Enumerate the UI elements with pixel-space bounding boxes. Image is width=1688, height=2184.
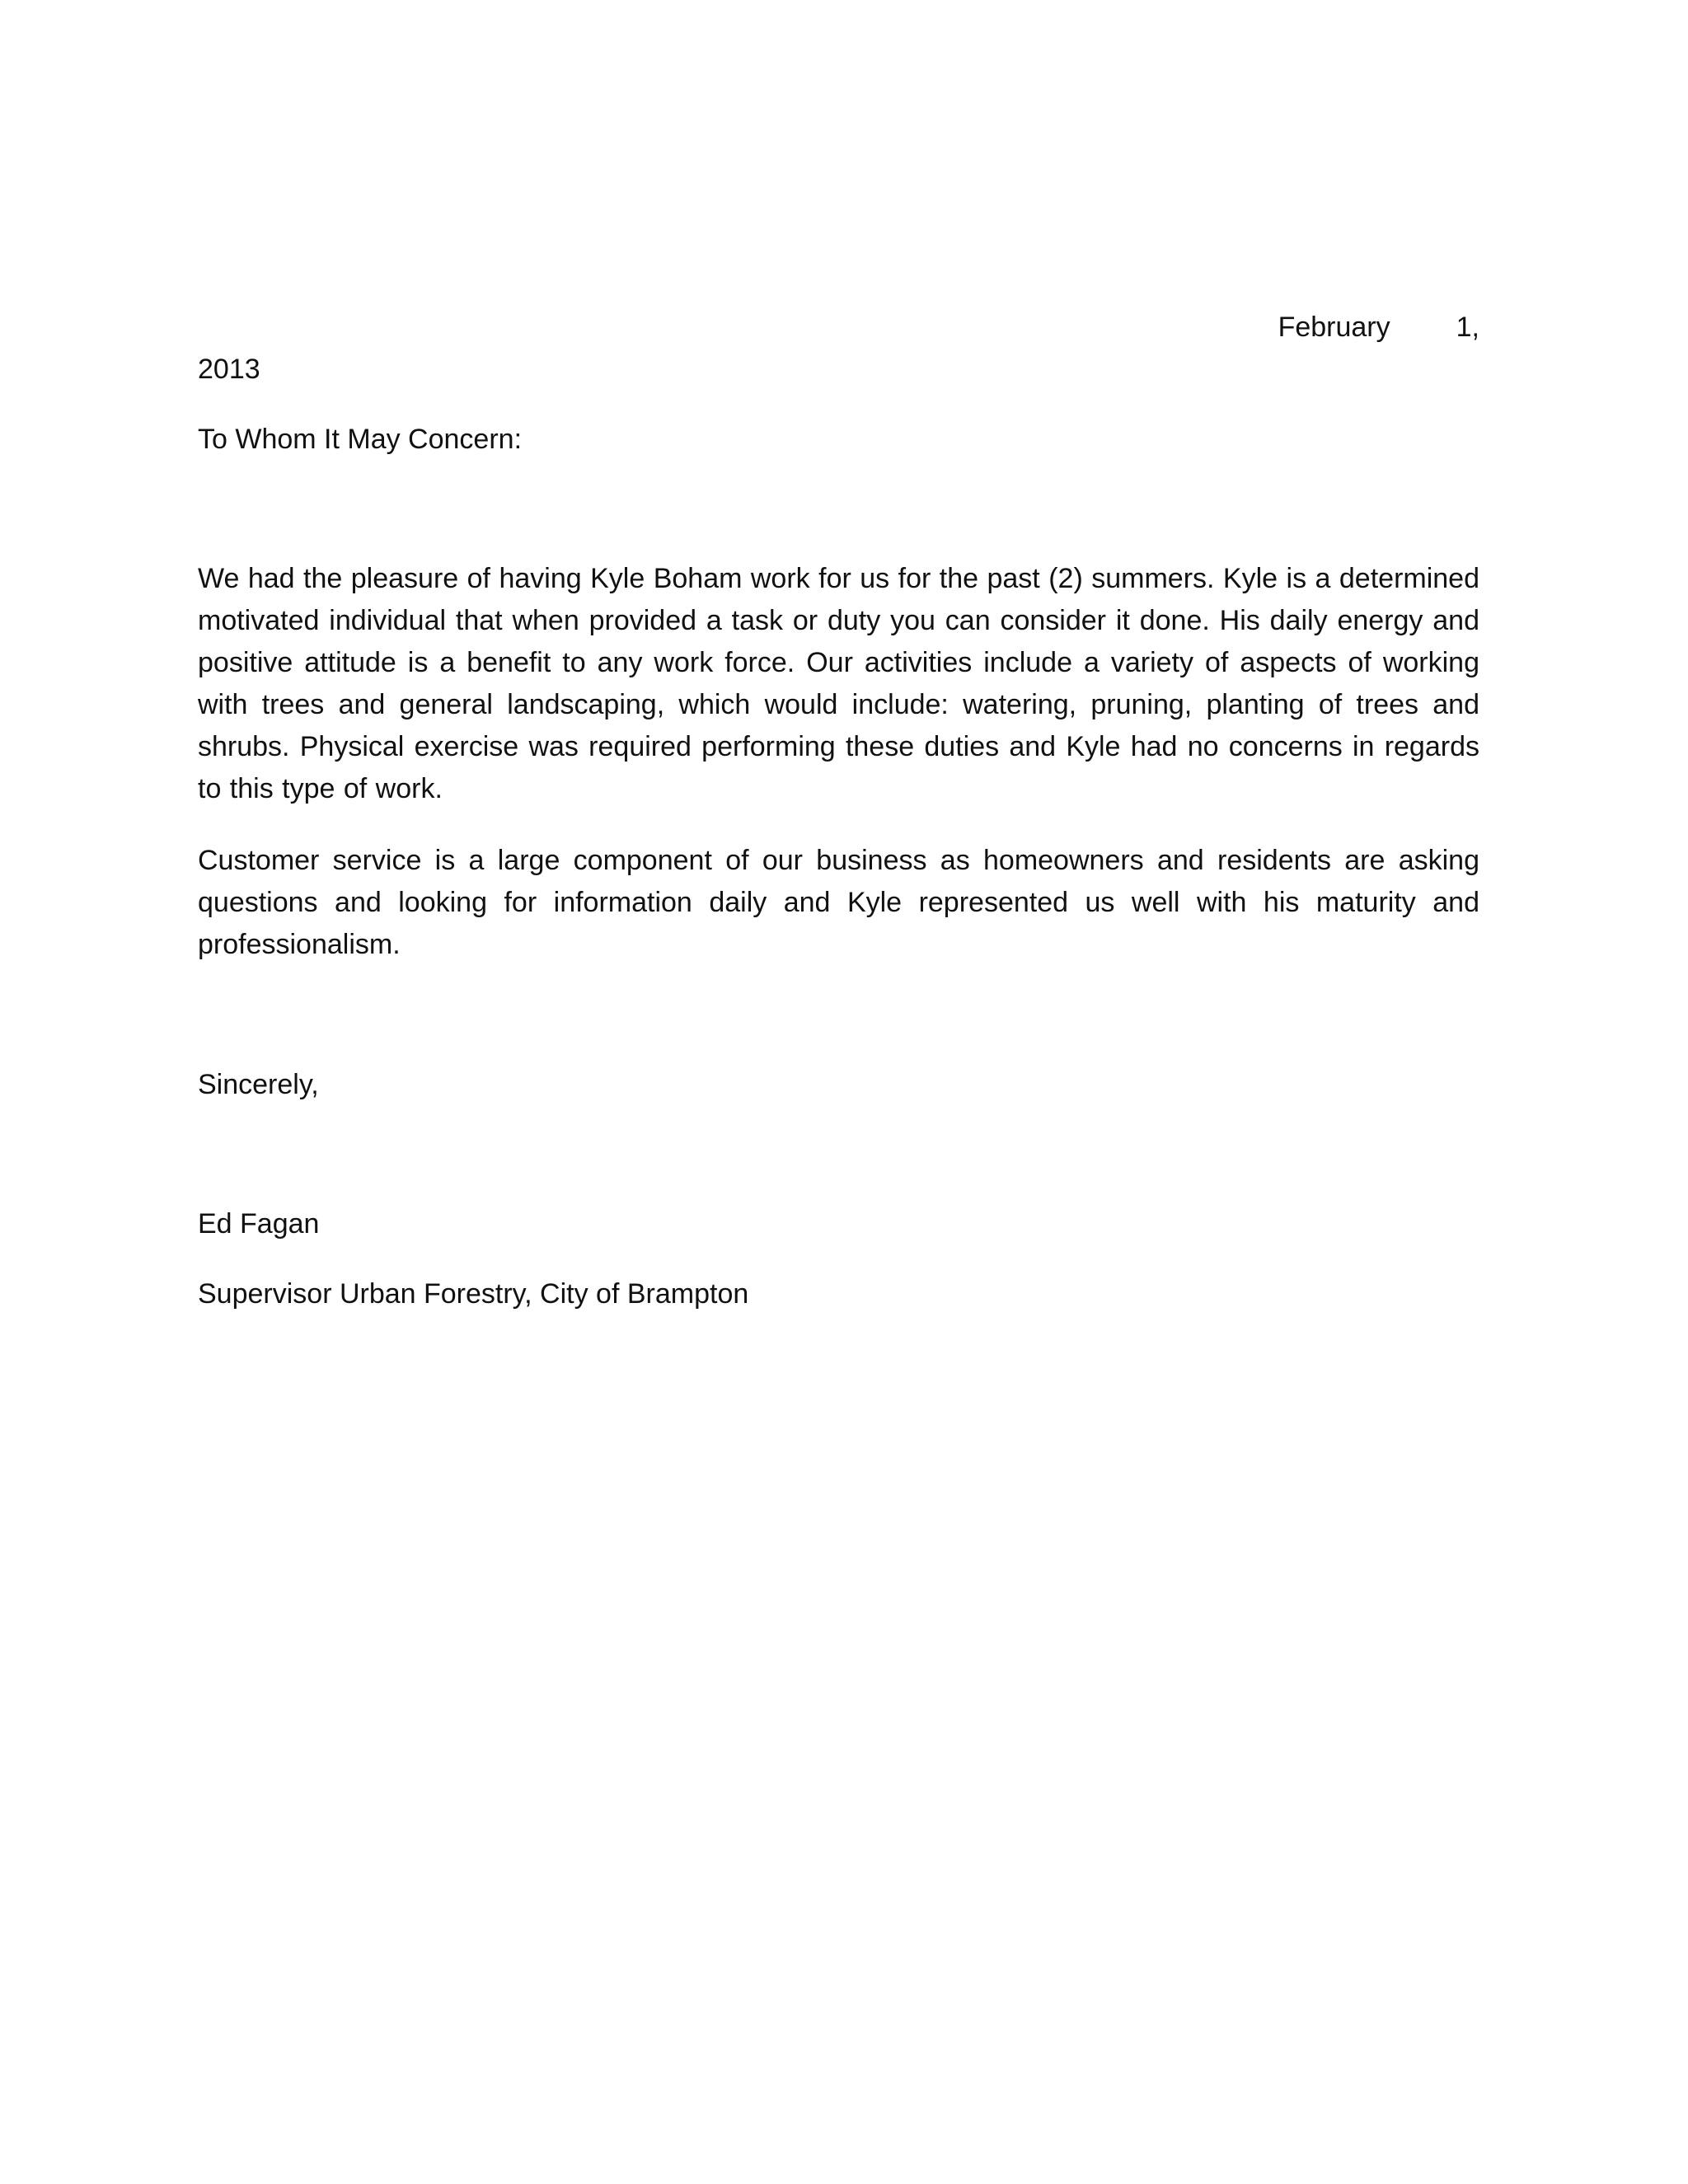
closing: Sincerely, (198, 1069, 319, 1100)
date-day: 1, (1456, 312, 1479, 343)
date-month: February (1278, 312, 1390, 343)
signature-name: Ed Fagan (198, 1208, 320, 1240)
body-paragraph-1: We had the pleasure of having Kyle Boham work for us for the past (2) summers. Kyle is a determined motivated individual that when provided a task or duty you can consider it done. His daily energy and positive attitude is a benefit to any work force. Our activities include a variety of aspects of working with trees and general landscaping, which would include: watering, pruning, planting of trees and shrubs. Physical exercise was required performing these duties and Kyle had no concerns in regards to this type of work. (198, 563, 1479, 804)
body-paragraph-2: Customer service is a large component of our business as homeowners and residents are asking questions and looking for information daily and Kyle represented us well with his maturity and professionalism. (198, 845, 1479, 960)
letter-date (198, 307, 1479, 349)
salutation: To Whom It May Concern: (198, 424, 523, 455)
signature-title: Supervisor Urban Forestry, City of Brampton (198, 1278, 749, 1310)
date-year: 2013 (198, 354, 260, 385)
